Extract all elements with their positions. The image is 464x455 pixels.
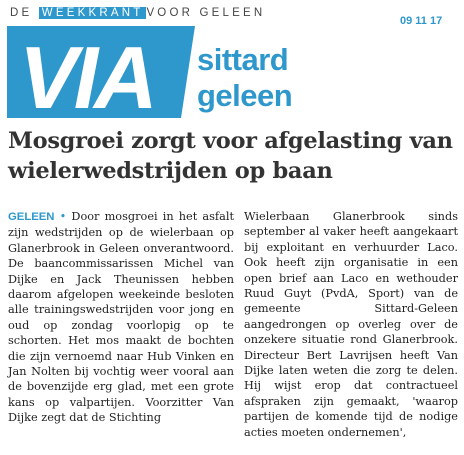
via-logo xyxy=(7,22,195,118)
city-name-line1: sittard xyxy=(197,42,289,77)
masthead-tagline xyxy=(10,6,265,20)
dateline-bullet: • xyxy=(59,210,67,223)
column-2-text: Wielerbaan Glanerbrook sinds september al vaker heeft aangekaart bij exploitant en verhuurder Laco. Ook heeft zijn organisatie in een open brief aan Laco en wethouder Ruud Guyt (PvdA, Sport) van de gemeente Sittard-Geleen aangedrongen op overleg over de onzekere situatie rond Glanerbrook. Directeur Bert Lavrijsen heeft Van Dijke laten weten die zorg te delen. Hij wijst erop dat contractueel afspraken zijn gemaakt, 'waarop partijen de komende tijd de nodige acties moeten ondernemen', xyxy=(244,210,458,439)
issue-date: 09 11 17 xyxy=(400,15,443,27)
tagline-highlight: WEEKKRANT xyxy=(39,7,147,19)
tagline-pre: DE xyxy=(10,7,39,19)
article-headline: Mosgroei zorgt voor afgelasting van wielerwedstrijden op baan xyxy=(8,128,453,184)
article-column-2 xyxy=(244,209,458,440)
article-column-1 xyxy=(8,209,234,426)
column-1-text: Door mosgroei in het asfalt zijn wedstrijden op de wielerbaan op Glanerbrook in Geleen onverantwoord. De baancommissarissen Michel van Dijke en Jack Theunissen hebben daarom afgelopen weekeinde besloten alle trainingswedstrijden voor jong en oud op zondag voorlopig op te schorten. Het mos maakt de bochten die zijn vernoemd naar Hub Vinken en Jan Nolten bij vochtig weer vooral aan de bovenzijde erg glad, met een grote kans op valpartijen. Voorzitter Van Dijke zegt dat de Stichting xyxy=(8,210,234,425)
tagline-post: VOOR GELEEN xyxy=(146,7,266,19)
city-name-line2: geleen xyxy=(197,78,293,113)
logo-text: VIA xyxy=(19,28,154,118)
article-dateline: GELEEN xyxy=(8,211,55,223)
